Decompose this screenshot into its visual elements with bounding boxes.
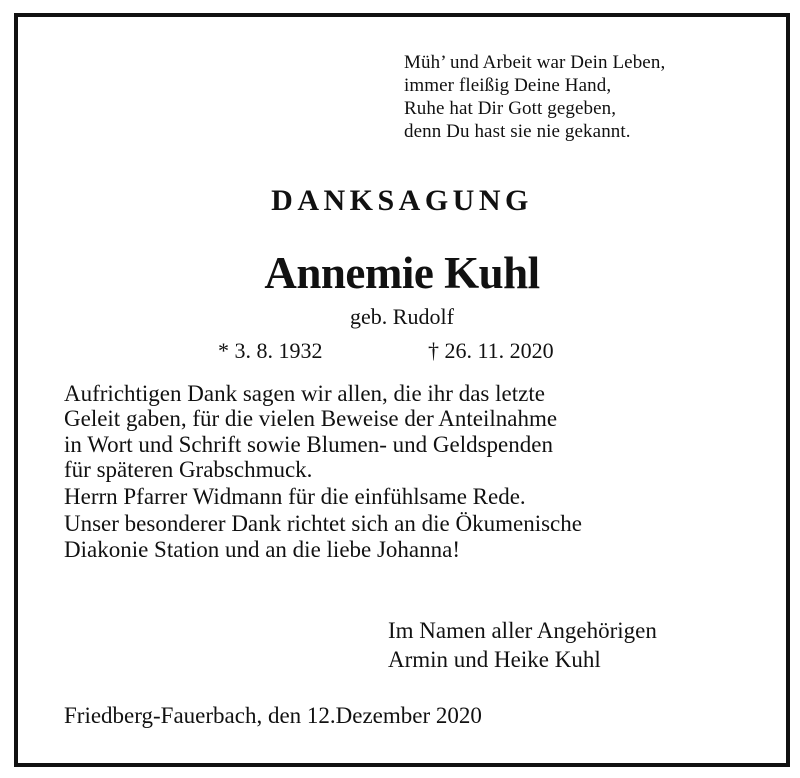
message-line: Geleit gaben, für die vielen Beweise der Anteilnahme: [64, 406, 558, 432]
message-line: für späteren Grabschmuck.: [64, 456, 313, 482]
poem-line: denn Du hast sie nie gekannt.: [404, 121, 631, 142]
message-line: Herrn Pfarrer Widmann für die einfühlsame Rede.: [64, 484, 526, 510]
poem-line: Müh’ und Arbeit war Dein Leben,: [404, 52, 666, 73]
thank-you-message: [64, 381, 750, 564]
death-date: † 26. 11. 2020: [428, 338, 554, 363]
birth-date: * 3. 8. 1932: [218, 338, 323, 363]
deceased-name: Annemie Kuhl: [264, 248, 540, 298]
signature-line: Im Namen aller Angehörigen: [388, 618, 657, 643]
memorial-poem: [404, 51, 665, 143]
message-line: in Wort und Schrift sowie Blumen- und Geldspenden: [64, 431, 553, 457]
signature-names: Armin und Heike Kuhl: [388, 647, 601, 672]
signature-block: [388, 616, 657, 674]
poem-line: Ruhe hat Dir Gott gegeben,: [404, 98, 617, 119]
obituary-notice: [14, 13, 790, 767]
notice-heading: DANKSAGUNG: [271, 184, 533, 217]
maiden-name: geb. Rudolf: [350, 304, 454, 329]
message-line: Aufrichtigen Dank sagen wir allen, die ihr das letzte: [64, 381, 545, 406]
poem-line: immer fleißig Deine Hand,: [404, 75, 612, 96]
message-paragraph: [64, 511, 750, 562]
place-and-date: Friedberg-Fauerbach, den 12.Dezember 2020: [64, 703, 482, 728]
message-line: Diakonie Station und an die liebe Johanna!: [64, 536, 461, 562]
message-paragraph: [64, 484, 750, 509]
message-paragraph: [64, 381, 750, 482]
message-line: Unser besonderer Dank richtet sich an die Ökumenische: [64, 511, 582, 537]
